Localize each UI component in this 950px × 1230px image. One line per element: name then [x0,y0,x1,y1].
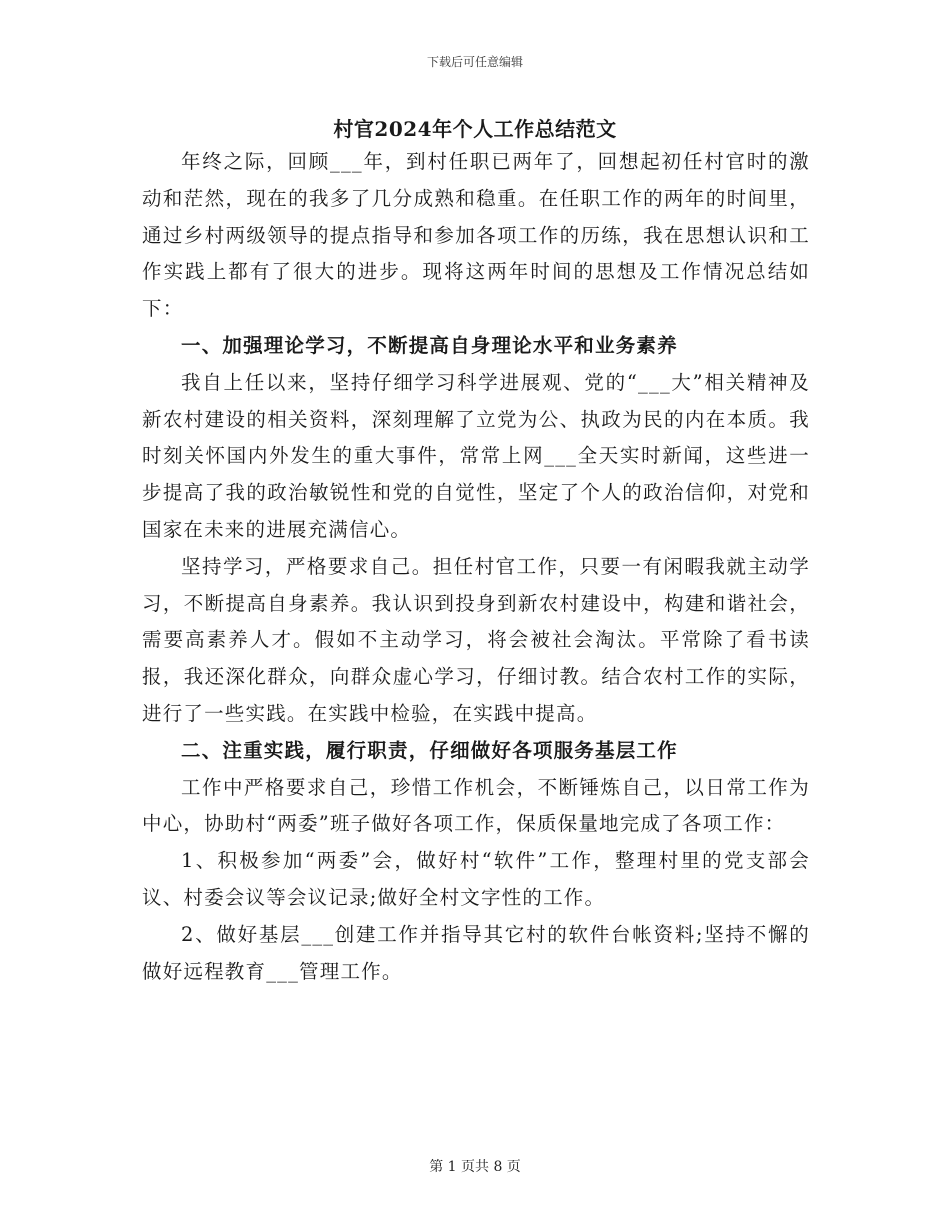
header-note: 下载后可任意编辑 [426,55,523,69]
section-heading-1: 一、加强理论学习，不断提高自身理论水平和业务素养 [181,333,678,357]
document-title: 村官2024年个人工作总结范文 [333,117,617,141]
paragraph-intro: 年终之际，回顾___年，到村任职已两年了，回想起初任村官时的激动和茫然，现在的我多了几分成熟和稳重。在任职工作的两年的时间里，通过乡村两级领导的提点指导和参加各项工作的历练，我在思想认识和工作实践上都有了很大的进步。现将这两年时间的思想及工作情况总结如下： [142,150,810,321]
paragraph-work-practice: 工作中严格要求自己，珍惜工作机会，不断锤炼自己，以日常工作为中心，协助村“两委”班子做好各项工作，保质保量地完成了各项工作： [142,775,810,836]
paragraph-self-discipline: 坚持学习，严格要求自己。担任村官工作，只要一有闲暇我就主动学习，不断提高自身素养。我认识到投身到新农村建设中，构建和谐社会，需要高素养人才。假如不主动学习，将会被社会淘汰。平常除了看书读报，我还深化群众，向群众虚心学习，仔细讨教。结合农村工作的实际，进行了一些实践。在实践中检验，在实践中提高。 [142,554,810,725]
section-heading-2: 二、注重实践，履行职责，仔细做好各项服务基层工作 [181,738,678,762]
list-item-1: 1、积极参加“两委”会，做好村“软件”工作，整理村里的党支部会议、村委会议等会议记录;做好全村文字性的工作。 [142,849,810,909]
list-item-2: 2、做好基层___创建工作并指导其它村的软件台帐资料;坚持不懈的做好远程教育___管理工作。 [142,922,810,983]
page-number-footer: 第 1 页共 8 页 [429,1159,521,1175]
document-body [142,144,810,990]
paragraph-theory-study: 我自上任以来，坚持仔细学习科学进展观、党的“___大”相关精神及新农村建设的相关资料，深刻理解了立党为公、执政为民的内在本质。我时刻关怀国内外发生的重大事件，常常上网___全天实时新闻，这些进一步提高了我的政治敏锐性和党的自觉性，坚定了个人的政治信仰，对党和国家在未来的进展充满信心。 [142,370,810,541]
